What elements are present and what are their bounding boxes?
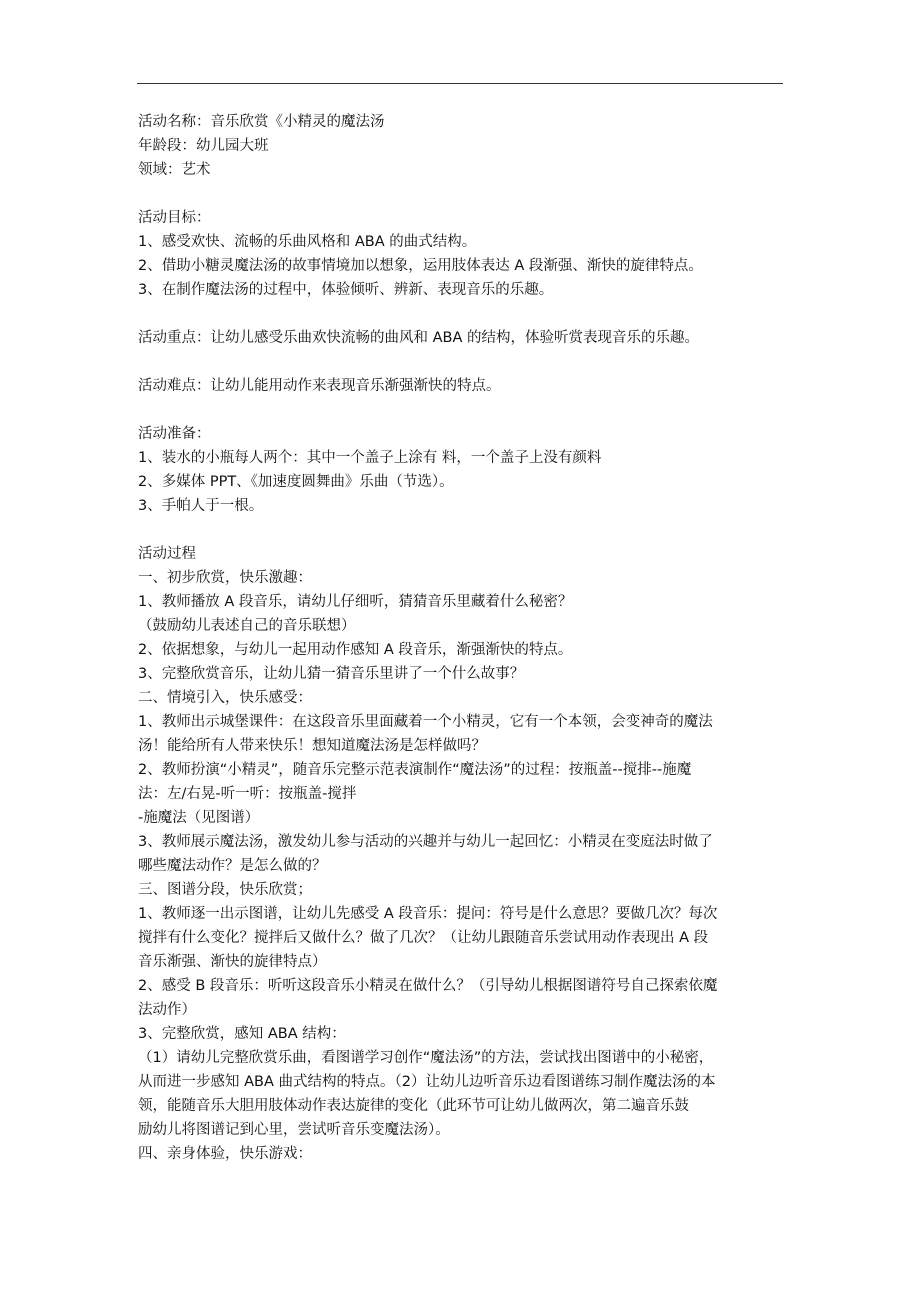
preparation-heading: 活动准备： (138, 426, 211, 442)
process-line: 1、教师逐一出示图谱，让幼儿先感受 A 段音乐：提问：符号是什么意思？要做几次？每次 (138, 906, 718, 922)
process-line: （1）请幼儿完整欣赏乐曲，看图谱学习创作“魔法汤”的方法，尝试找出图谱中的小秘密， (138, 1050, 714, 1066)
preparation-item: 2、多媒体 PPT、《加速度圆舞曲》乐曲（节选）。 (138, 474, 454, 490)
process-section-heading: 二、情境引入，快乐感受： (138, 690, 312, 706)
goals-heading: 活动目标： (138, 210, 211, 226)
process-line: 3、教师展示魔法汤，激发幼儿参与活动的兴趣并与幼儿一起回忆：小精灵在变庭法时做了 (138, 834, 713, 850)
spacer (138, 182, 788, 206)
process-line: 3、完整欣赏，感知 ABA 结构： (138, 1026, 346, 1042)
goal-item: 3、在制作魔法汤的过程中，体验倾听、辨新、表现音乐的乐趣。 (138, 282, 554, 298)
process-line: 2、依据想象，与幼儿一起用动作感知 A 段音乐，渐强渐快的特点。 (138, 642, 573, 658)
domain-field: 领域：艺术 (138, 162, 211, 178)
process-line: 1、教师出示城堡课件：在这段音乐里面藏着一个小精灵，它有一个本领，会变神奇的魔法 (138, 714, 713, 730)
process-line: 2、教师扮演“小精灵”，随音乐完整示范表演制作“魔法汤”的过程：按瓶盖--搅排--施魔 (138, 762, 692, 778)
process-line: 从而进一步感知 ABA 曲式结构的特点。（2）让幼儿边听音乐边看图谱练习制作魔法汤的本 (138, 1074, 716, 1090)
process-line: 汤！能给所有人带来快乐！想知道魔法汤是怎样做吗？ (138, 738, 486, 754)
process-line: 1、教师播放 A 段音乐，请幼儿仔细听，猜猜音乐里藏着什么秘密？ (138, 594, 573, 610)
process-section-heading: 三、图谱分段，快乐欣赏； (138, 882, 312, 898)
spacer (138, 302, 788, 326)
process-heading: 活动过程 (138, 546, 196, 562)
header-rule (137, 83, 783, 84)
process-line: 哪些魔法动作？是怎么做的？ (138, 858, 327, 874)
process-line: -施魔法（见图谱） (138, 810, 260, 826)
process-line: 3、完整欣赏音乐，让幼儿猜一猜音乐里讲了一个什么故事？ (138, 666, 525, 682)
process-line: （鼓励幼儿表述自己的音乐联想） (138, 618, 356, 634)
process-line: 励幼儿将图谱记到心里，尝试听音乐变魔法汤）。 (138, 1122, 450, 1138)
process-line: 领，能随音乐大胆用肢体动作表达旋律的变化（此环节可让幼儿做两次，第二遍音乐鼓 (138, 1098, 689, 1114)
process-line: 法动作） (138, 1002, 196, 1018)
difficulty: 活动难点：让幼儿能用动作来表现音乐渐强渐快的特点。 (138, 378, 501, 394)
process-section-heading: 一、初步欣赏，快乐激趣： (138, 570, 312, 586)
spacer (138, 350, 788, 374)
document-body (138, 110, 788, 1166)
process-line: 法：左/右晃-听一听：按瓶盖-搅拌 (138, 786, 357, 802)
process-line: 音乐渐强、渐快的旋律特点） (138, 954, 327, 970)
key-point: 活动重点：让幼儿感受乐曲欢快流畅的曲风和 ABA 的结构，体验听赏表现音乐的乐趣。 (138, 330, 700, 346)
age-group: 年龄段：幼儿园大班 (138, 138, 269, 154)
spacer (138, 518, 788, 542)
process-line: 搅拌有什么变化？搅拌后又做什么？做了几次？（让幼儿跟随音乐尝试用动作表现出 A 段 (138, 930, 709, 946)
goal-item: 2、借助小糖灵魔法汤的故事情境加以想象，运用肢体表达 A 段渐强、渐快的旋律特点。 (138, 258, 703, 274)
goal-item: 1、感受欢快、流畅的乐曲风格和 ABA 的曲式结构。 (138, 234, 477, 250)
process-section-heading: 四、亲身体验，快乐游戏： (138, 1146, 312, 1162)
process-line: 2、感受 B 段音乐：听听这段音乐小精灵在做什么？（引导幼儿根据图谱符号自己探索依魔 (138, 978, 718, 994)
activity-name: 活动名称：音乐欣赏《小精灵的魔法汤 (138, 114, 385, 130)
preparation-item: 3、手帕人于一根。 (138, 498, 264, 514)
spacer (138, 398, 788, 422)
preparation-item: 1、装水的小瓶每人两个：其中一个盖子上涂有 料，一个盖子上没有颜料 (138, 450, 602, 466)
